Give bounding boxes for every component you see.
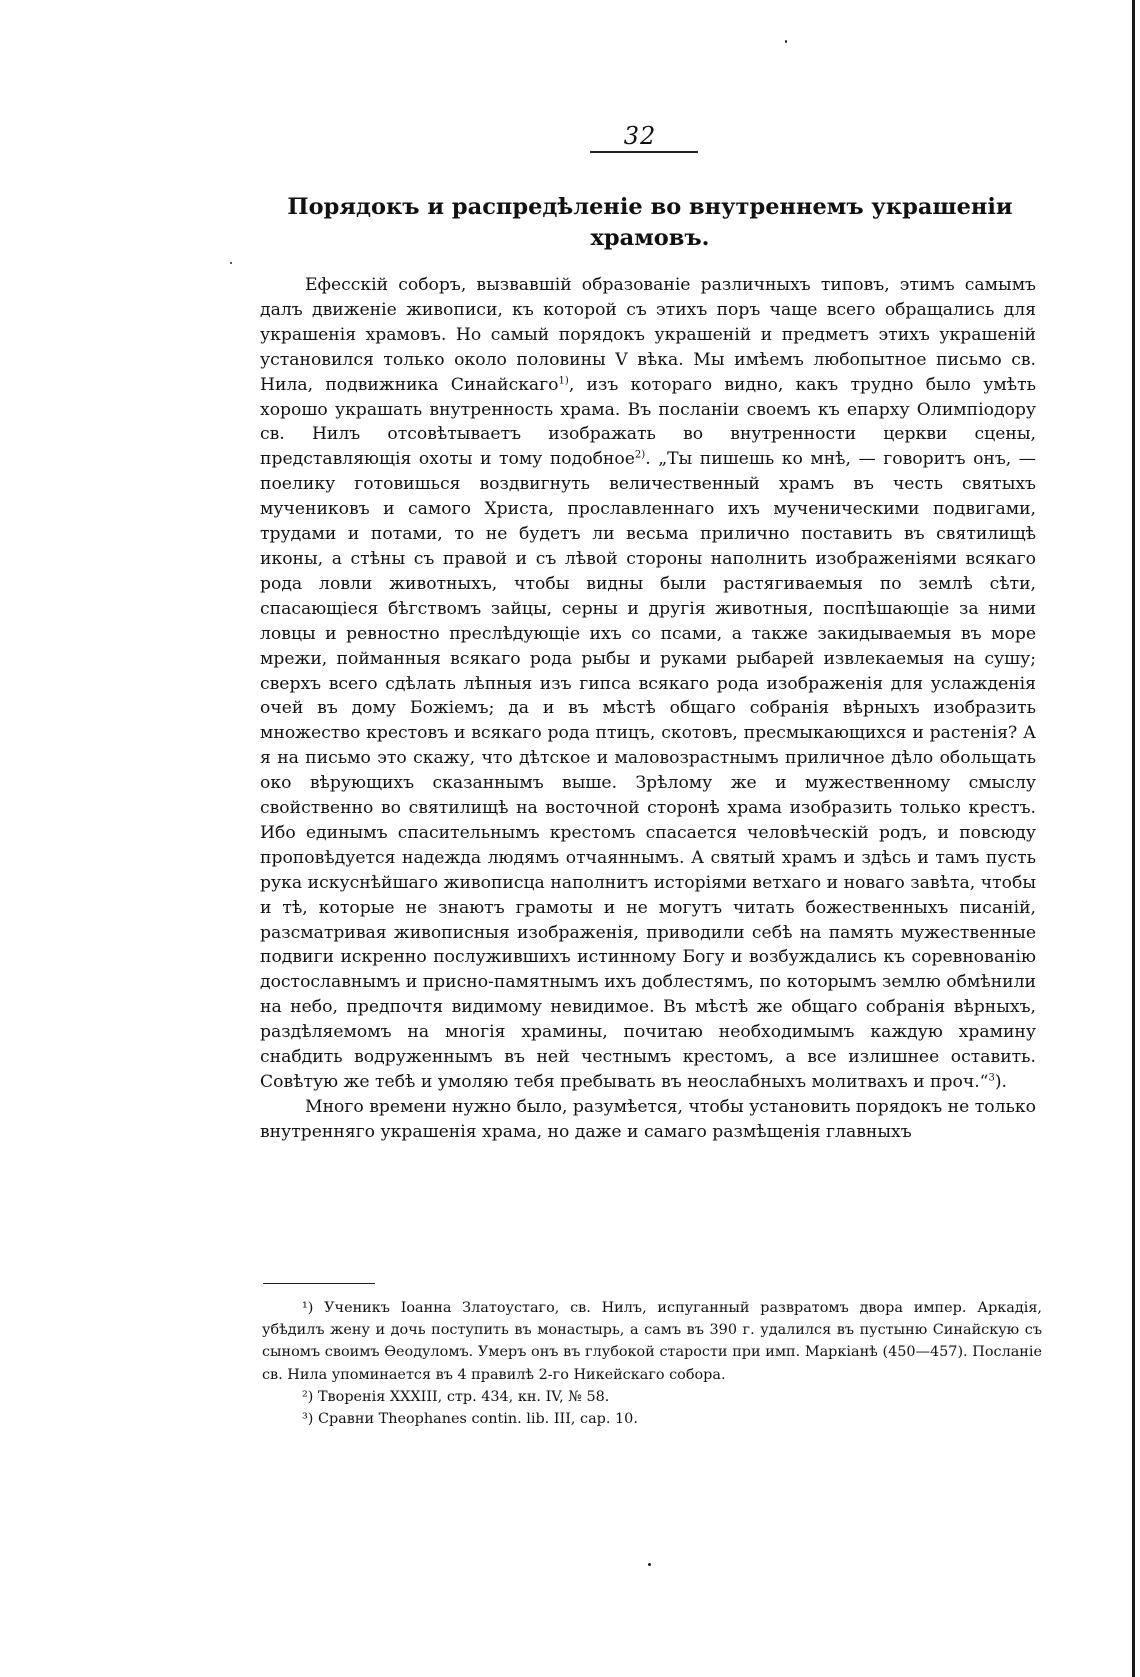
footnote-ref: 3	[988, 1072, 995, 1084]
footnote-ref: 1)	[558, 374, 569, 386]
footnotes	[262, 1297, 1042, 1430]
body-text	[260, 273, 1036, 1145]
scan-speck	[785, 40, 787, 43]
paragraph-text: . „Ты пишешь ко мнѣ, — говоритъ онъ, — поелику готовишься воздвигнуть величественный храмъ въ честь святыхъ мучениковъ и самого Христа, прославленнаго ихъ мученическими подвигами, трудами и потами, то не будетъ ли весьма прилично поставить въ святилищѣ иконы, а стѣны съ правой и съ лѣвой стороны наполнить изображеніями всякаго рода ловли животныхъ, чтобы видны были растягиваемыя по землѣ сѣти, спасающіеся бѣгствомъ зайцы, серны и другія животныя, поспѣшающіе за ними ловцы и ревностно преслѣдующіе ихъ со псами, а также закидываемыя въ море мрежи, пойманныя всякаго рода рыбы и руками рыбарей извлекаемыя на сушу; сверхъ всего сдѣлать лѣпныя изъ гипса всякаго рода изображенія для услажденія очей въ дому Божіемъ; да и въ мѣстѣ общаго собранія вѣрныхъ изобразить множество крестовъ и всякаго рода птицъ, скотовъ, пресмыкающихся и растенія? А я на письмо это скажу, что дѣтское и маловозрастнымъ приличное дѣло обольщать око вѣрующихъ сказаннымъ выше. Зрѣлому же и мужественному смыслу свойственно во святилищѣ на восточной сторонѣ храма изобразить только крестъ. Ибо единымъ спасительнымъ крестомъ спасается человѣческій родъ, и повсюду проповѣдуется надежда людямъ отчаяннымъ. А святый храмъ и здѣсь и тамъ пусть рука искуснѣйшаго живописца наполнитъ исторіями ветхаго и новаго завѣта, чтобы и тѣ, которые не знаютъ грамоты и не могутъ читать божественныхъ писаній, разсматривая живописныя изображенія, приводили себѣ на память мужественные подвиги искренно послужившихъ истинному Богу и возбуждались къ соревнованію достославнымъ и присно-памятнымъ ихъ доблестямъ, по которымъ землю обмѣнили на небо, предпочтя видимому невидимое. Въ мѣстѣ же общаго собранія вѣрныхъ, раздѣляемомъ на многія храмины, почитаю необходимымъ каждую храмину снабдить водруженнымъ въ ней честнымъ крестомъ, а все излишнее оставить. Совѣтую же тебѣ и умоляю тебя пребывать въ неослабныхъ молитвахъ и проч.“	[260, 449, 1036, 1092]
paragraph-text: Ефесскій соборъ, вызвавшій образованіе различныхъ типовъ, этимъ самымъ далъ движеніе живописи, къ которой съ этихъ поръ чаще всего обращались для украшенія храмовъ. Но самый порядокъ украшеній и предметъ этихъ украшеній установился только около половины V вѣка. Мы имѣемъ любопытное письмо св. Нила, подвижника Синайскаго	[260, 275, 1036, 395]
scan-edge-line	[1132, 0, 1135, 1677]
scan-speck	[648, 1563, 651, 1566]
footnote: ²) Творенія XXXIII, стр. 434, кн. IV, № 58.	[302, 1388, 610, 1405]
paragraph-text: , изъ котораго видно, какъ трудно было умѣть хорошо украшать внутренность храма. Въ посланіи своемъ къ епарху Олимпіодору св. Нилъ отсовѣтываетъ изображать во внутренности церкви сцены, представляющія охоты и тому подобное	[260, 374, 1036, 470]
page-number: 32	[623, 122, 657, 150]
paragraph-text: ).	[994, 1072, 1007, 1092]
footnote: ³) Сравни Theophanes contin. lib. III, cap. 10.	[302, 1411, 638, 1428]
scan-speck	[230, 262, 232, 264]
paragraph: Много времени нужно было, разумѣется, чтобы установить порядокъ не только внутренняго украшенія храма, но даже и самаго размѣщенія главныхъ	[260, 1096, 1036, 1142]
paragraph	[260, 273, 1036, 1095]
page-number-underline	[590, 151, 698, 153]
page-number-block	[580, 122, 700, 150]
footnote-separator	[263, 1283, 375, 1284]
footnote-ref: 2)	[634, 449, 646, 461]
footnote: ¹) Ученикъ Іоанна Златоустаго, св. Нилъ, испуганный развратомъ двора импер. Аркадія, убѣдилъ жену и дочь поступить въ монастырь, а самъ въ 390 г. удалился въ пустыню Синайскую съ сыномъ своимъ Ѳеодуломъ. Умеръ онъ въ глубокой старости при имп. Маркіанѣ (450—457). Посланіе св. Нила упоминается въ 4 правилѣ 2-го Никейскаго собора.	[262, 1300, 1042, 1383]
section-title: Порядокъ и распредѣленіе во внутреннемъ украшеніи храмовъ.	[287, 194, 1013, 251]
